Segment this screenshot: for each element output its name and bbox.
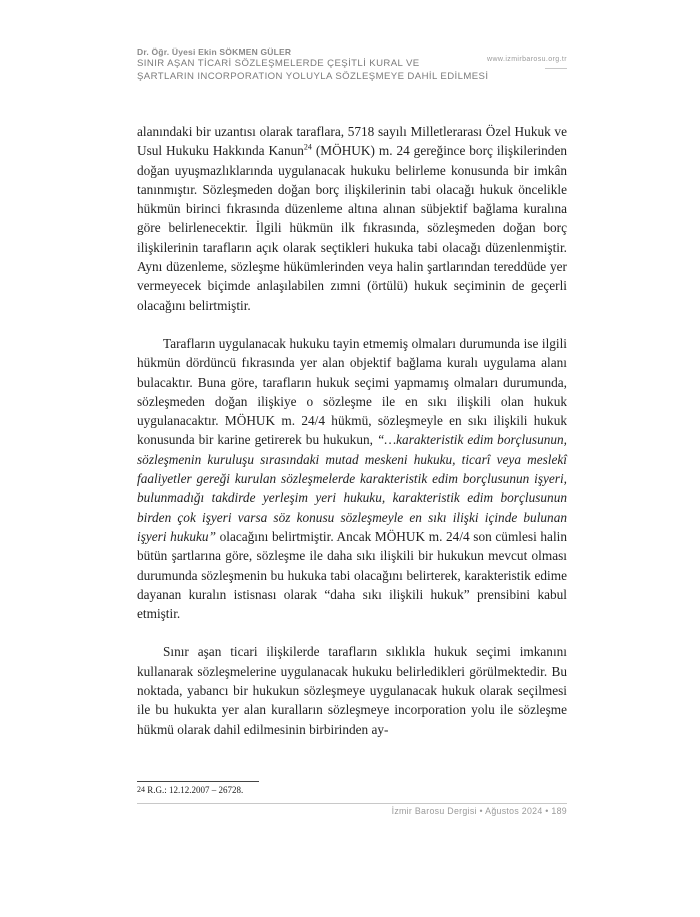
footnote-number: 24 xyxy=(137,785,145,794)
paragraph-3: Sınır aşan ticari ilişkilerde tarafların sıklıkla hukuk seçimi imkanını kullanarak sözleşmelerine uygulanacak hukuku belirledikleri görülmektedir. Bu noktada, yabancı bir hukukun sözleşmeye uygulanacak hukuk olarak seçilmesi ile bu hukukta yer alan kuralların sözleşmeye incorporation yolu ile sözleşme hükmü olarak dahil edilmesinin birbirinden ay- xyxy=(137,644,567,737)
header-divider xyxy=(545,68,567,69)
paragraph-1-end: (MÖHUK) m. 24 gereğince borç ilişkilerinden doğan uyuşmazlıklarında uygulanacak hukuku belirleme konusunda bir imkân tanınmıştır. Sözleşmeden doğan borç ilişkilerinin tabi olacağı hukuk öncelikle hükmün birinci fıkrasında düzenleme altına alınan sübjektif bağlama kuralına göre belirlenecektir. İlgili hükmün ilk fıkrasında, sözleşmeden doğan borç ilişkilerinin tarafların açık olarak seçtikleri hukuka tabi olacağı düzenlenmiştir. Aynı düzenleme, sözleşme hükümlerinden veya halin şartlarından tereddüde yer vermeyecek biçimde anlaşılabilen zımni (örtülü) hukuk seçiminin de geçerli olacağını belirtmiştir. xyxy=(137,143,567,313)
running-title-line-2: ŞARTLARIN INCORPORATION YOLUYLA SÖZLEŞMEYE DAHİL EDİLMESİ xyxy=(137,70,489,82)
author-name: Dr. Öğr. Üyesi Ekin SÖKMEN GÜLER xyxy=(137,47,292,57)
running-title-line-1: SINIR AŞAN TİCARİ SÖZLEŞMELERDE ÇEŞİTLİ KURAL VE xyxy=(137,58,420,69)
running-header xyxy=(137,46,567,83)
footnote-divider xyxy=(137,781,259,782)
footnote-text: R.G.: 12.12.2007 – 26728. xyxy=(147,785,244,795)
body-text xyxy=(137,122,567,739)
running-title xyxy=(137,58,497,83)
paragraph-1-start: alanındaki bir uzantısı olarak taraflara, 5718 sayılı Milletlerarası Özel Hukuk ve Usul Hukuku Hakkında Kanun xyxy=(137,124,567,159)
paragraph-2-end: olacağını belirtmiştir. Ancak MÖHUK m. 24/4 son cümlesi halin bütün şartlarına göre, sözleşme ile daha sıkı ilişkili bir hukukun mevcut olması durumunda sözleşmenin bu hukuka tabi olacağını belirterek, karakteristik edime dayanan kuralın istisnası olarak “daha sıkı ilişkili hukuk” prensibini kabul etmiştir. xyxy=(137,528,567,622)
footnote xyxy=(137,784,243,796)
paragraph-1 xyxy=(137,122,567,315)
site-url: www.izmirbarosu.org.tr xyxy=(487,56,567,63)
quoted-provision: “…karakteristik edim borçlusunun, sözleşmenin kuruluşu sırasındaki mutad meskeni hukuku, ticarî veya meslekî faaliyetler gereği kurulan sözleşmelerde karakteristik edim borçlusunun işyeri, bulunmadığı takdirde yerleşim yeri hukuku, karakteristik edim borçlusunun birden çok işyeri varsa söz konusu sözleşmeyle en sıkı ilişki içinde bulunan işyeri hukuku” xyxy=(137,432,567,544)
paragraph-2-start: Tarafların uygulanacak hukuku tayin etmemiş olmaları durumunda ise ilgili hükmün dördüncü fıkrasında yer alan objektif bağlama kuralı uygulama alanı bulacaktır. Buna göre, tarafların hukuk seçimi yapmamış olmaları durumunda, sözleşmeden doğan ilişkiye o sözleşme ile en sıkı ilişkili olan hukuk uygulanacaktır. MÖHUK m. 24/4 hükmü, sözleşmeyle en sıkı ilişkili hukuk konusunda bir karine getirerek bu hukukun, xyxy=(137,335,567,448)
paragraph-2 xyxy=(137,334,567,623)
footer-divider xyxy=(137,803,567,804)
footnote-ref-24: 24 xyxy=(303,142,312,152)
page-footer: İzmir Barosu Dergisi • Ağustos 2024 • 189 xyxy=(391,806,567,816)
